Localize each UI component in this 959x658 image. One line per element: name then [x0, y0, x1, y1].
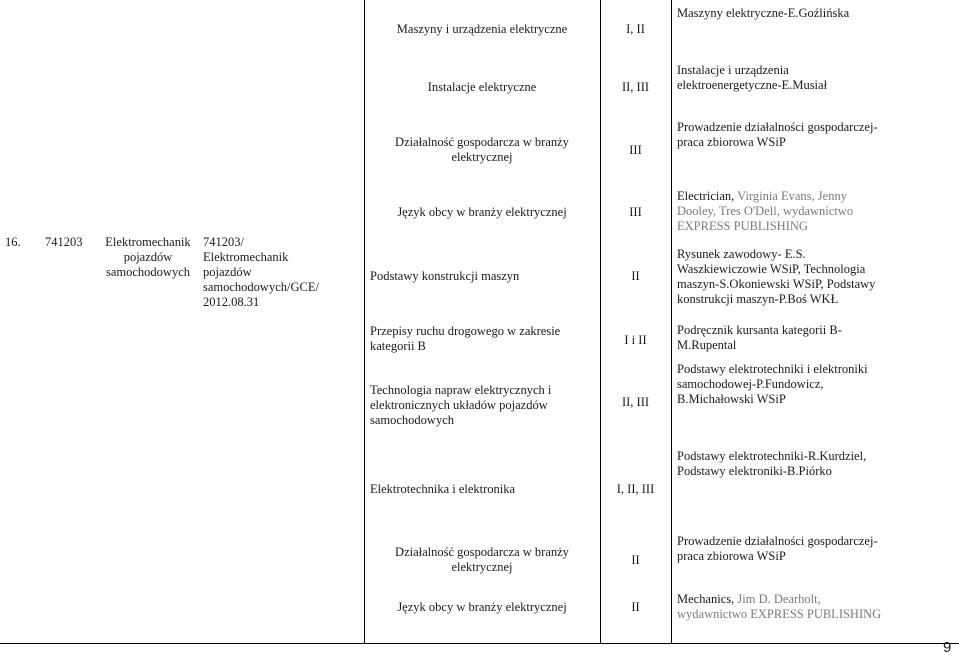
class-cell: II — [631, 552, 640, 567]
textbook-cell: Prowadzenie działalności gospodarczej-praca zbiorowa WSiP — [677, 534, 878, 563]
textbook-cell: Podręcznik kursanta kategorii B-M.Rupental — [677, 323, 842, 352]
entry-program: 741203/ Elektromechanik pojazdów samochodowych/GCE/ 2012.08.31 — [203, 235, 319, 309]
textbook-authors: Virginia Evans, Jenny Dooley, Tres O'Dell, wydawnictwo EXPRESS PUBLISHING — [677, 189, 854, 233]
subject-cell: Przepisy ruchu drogowego w zakresie kategorii B — [370, 324, 561, 353]
page-number: 9 — [943, 639, 952, 656]
textbook-cell: Podstawy elektrotechniki i elektroniki samochodowej-P.Fundowicz, B.Michałowski WSiP — [677, 362, 868, 406]
class-cell: III — [629, 204, 642, 219]
subject-cell: Podstawy konstrukcji maszyn — [370, 268, 520, 283]
textbook-cell — [677, 189, 877, 234]
textbook-title: Electrician, — [677, 189, 735, 203]
entry-name: Elektromechanik pojazdów samochodowych — [105, 235, 191, 279]
class-cell: I, II — [626, 21, 645, 36]
textbook-cell — [677, 592, 887, 622]
subject-cell: Działalność gospodarcza w branży elektrycznej — [395, 135, 569, 164]
class-cell: II — [631, 599, 640, 614]
textbook-authors: Jim D. Dearholt, wydawnictwo EXPRESS PUBLISHING — [677, 592, 882, 621]
table-bottom-border — [0, 643, 959, 644]
subject-cell: Technologia napraw elektrycznych i elektronicznych układów pojazdów samochodowych — [370, 383, 552, 427]
textbook-title: Mechanics, — [677, 592, 735, 606]
subject-cell: Działalność gospodarcza w branży elektrycznej — [395, 545, 569, 574]
textbook-cell: Rysunek zawodowy- E.S. Waszkiewiczowie WSiP, Technologia maszyn-S.Okoniewski WSiP, Podstawy konstrukcji maszyn-P.Boś WKŁ — [677, 247, 876, 306]
subject-cell: Język obcy w branży elektrycznej — [397, 599, 567, 614]
subject-cell: Instalacje elektryczne — [427, 79, 537, 94]
textbook-cell: Prowadzenie działalności gospodarczej-praca zbiorowa WSiP — [677, 120, 878, 149]
class-cell: II, III — [621, 79, 650, 94]
class-cell: II — [631, 268, 640, 283]
subject-cell: Maszyny i urządzenia elektryczne — [396, 21, 568, 36]
class-cell: I, II, III — [616, 481, 655, 496]
class-cell: II, III — [621, 394, 650, 409]
column-divider — [671, 0, 672, 644]
subject-cell: Elektrotechnika i elektronika — [370, 481, 516, 496]
textbook-cell: Instalacje i urządzenia elektroenergetyczne-E.Musiał — [677, 63, 828, 92]
subject-cell: Język obcy w branży elektrycznej — [397, 204, 567, 219]
entry-code: 741203 — [45, 235, 83, 249]
class-cell: III — [629, 142, 642, 157]
textbook-cell: Maszyny elektryczne-E.Goźlińska — [677, 6, 850, 20]
textbook-cell: Podstawy elektrotechniki-R.Kurdziel, Podstawy elektroniki-B.Piórko — [677, 449, 867, 478]
entry-lp: 16. — [5, 235, 21, 249]
class-cell: I i II — [624, 332, 647, 347]
